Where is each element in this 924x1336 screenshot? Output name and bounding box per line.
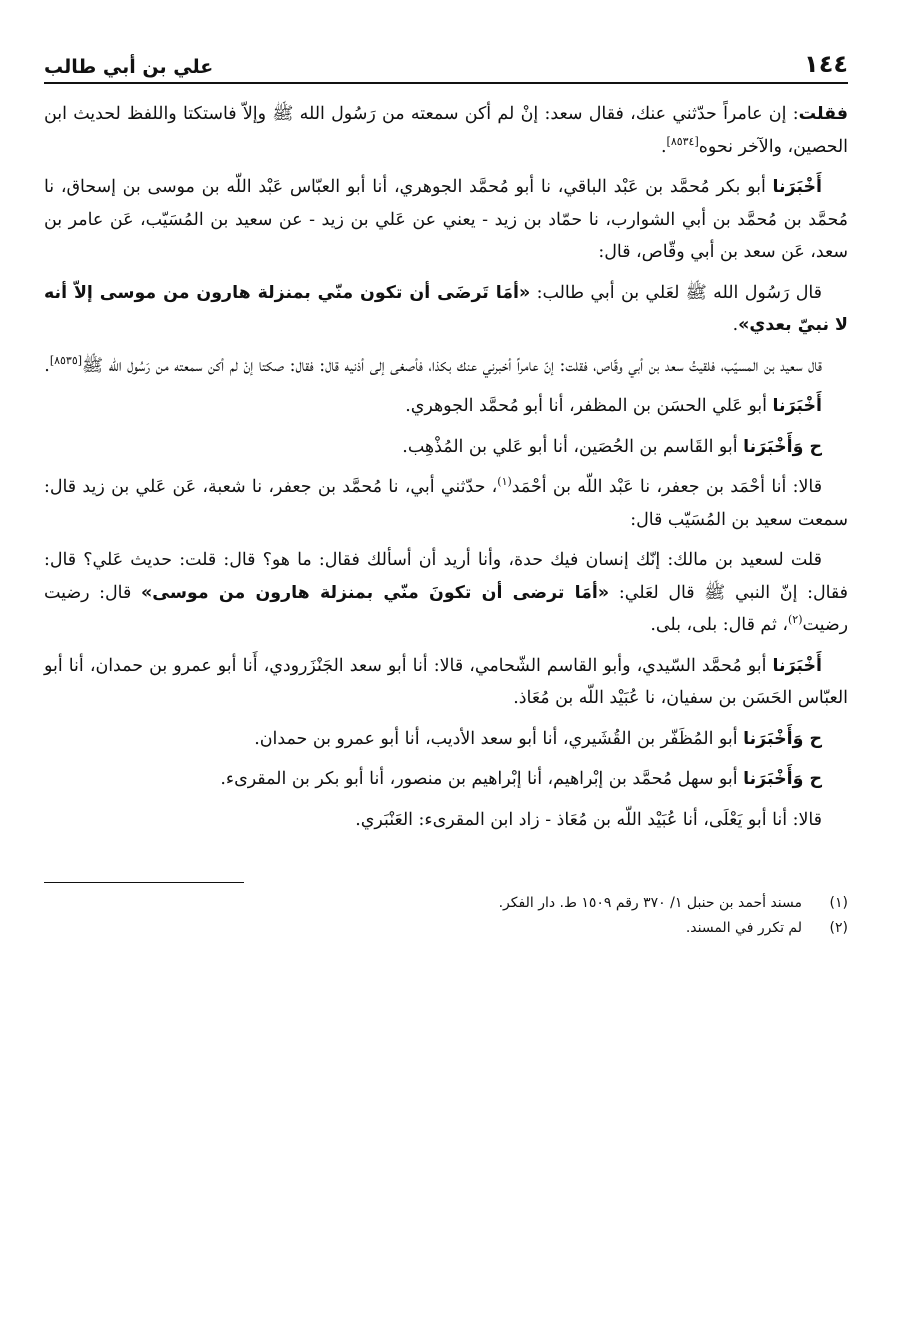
paragraph-1: فقلت: إن عامراً حدّثني عنك، فقال سعد: إنْ لم أكن سمعته من رَسُول الله ﷺ وإلاّ فاستكتا واللفظ لحديث ابن الحصين، والآخر نحوه[٨٥٣٤]. (44, 104, 848, 157)
paragraph-4: قال سعيد بن المسيّب، فلقيتُ سعد بن أبي وقّاص، فقلت: إنّ عامراً أخبرني عنك بكذا، فأصغى إلى أذنيه قال: فقال: صكتا إنْ لم أكن سمعته من رَسُول الله ﷺ[٨٥٣٥]. (44, 353, 822, 376)
footnotes (44, 891, 848, 941)
hadith-quote: «أمَا ترضى أن تكونَ منّي بمنزلة هارون من موسى» (141, 582, 610, 603)
paragraph-text: أبو القَاسم بن الحُصَين، أنا أبو عَلي بن المُذْهِب. (402, 436, 744, 457)
paragraph-text: قال سعيد بن المسيّب، فلقيتُ سعد بن أبي وقّاص، فقلت: إنّ عامراً أخبرني عنك بكذا، فأصغى إلى أذنيه قال: فقال: صكتا إنْ لم أكن سمعته من رَسُول الله ﷺ (82, 355, 822, 376)
footnote-number: (١) (829, 895, 848, 911)
paragraph-text: قال: رضيت رضيت (44, 582, 848, 635)
paragraph-6 (44, 431, 848, 464)
running-title: علي بن أبي طالب (44, 56, 214, 78)
footnote-separator (44, 882, 244, 883)
footnote-number: (٢) (829, 920, 848, 936)
keyword-faqult: فقلت (798, 104, 848, 124)
footnote-item (44, 916, 848, 941)
paragraph-text: قالا: أنا أحْمَد بن جعفر، نا عَبْد اللّه بن أحْمَد (511, 477, 823, 497)
page-number: ١٤٤ (804, 50, 848, 78)
keyword-akhbarana: أَخْبَرَنا (772, 177, 822, 197)
footnote-text: مسند أحمد بن حنبل ١/ ٣٧٠ رقم ١٥٠٩ ط. دار الفكر. (498, 895, 802, 911)
paragraph-text: قالا: أنا أبو يَعْلَى، أنا عُبَيْد اللّه بن مُعَاذ - زاد ابن المقرىء: العَنْبَري. (355, 809, 822, 830)
footnote-text: لم تكرر في المسند. (685, 920, 802, 936)
main-text (44, 98, 848, 836)
hadith-reference: [٨٥٣٤] (666, 134, 699, 148)
paragraph-text: أبو عَلي الحسَن بن المظفر، أنا أبو مُحمَّد الجوهري. (405, 396, 773, 416)
paragraph-2 (44, 171, 848, 269)
footnote-item (44, 891, 848, 916)
paragraph-5 (44, 390, 848, 423)
paragraph-8 (44, 544, 848, 642)
keyword-akhbarana: أَخْبَرَنا (772, 396, 822, 416)
paragraph-text: أبو سهل مُحمَّد بن إبْراهيم، أنا إبْراهيم بن منصور، أنا أبو بكر بن المقرىء. (220, 769, 744, 789)
hadith-quote: «أمَا تَرضَى أن تكون منّي بمنزلة هارون من موسى إلاّ أنه لا نبيّ بعدي» (44, 282, 848, 335)
keyword-wa-akhbarana: ح وَأَخْبَرَنا (743, 728, 822, 749)
keyword-akhbarana: أَخْبَرَنا (772, 655, 822, 676)
paragraph-text: : إن عامراً حدّثني عنك، فقال سعد: إنْ لم أكن سمعته من رَسُول الله ﷺ وإلاّ فاستكتا واللفظ لحديث ابن الحصين، والآخر نحوه (44, 104, 848, 157)
paragraph-3: قال رَسُول الله ﷺ لعَلي بن أبي طالب: «أمَا تَرضَى أن تكون منّي بمنزلة هارون من موسى إلاّ أنه لا نبيّ بعدي». (44, 282, 848, 335)
paragraph-text: ، ثم قال: بلى، بلى. (650, 615, 788, 635)
paragraph-10 (44, 723, 848, 756)
document-page (44, 38, 848, 941)
paragraph-9 (44, 650, 848, 715)
paragraph-12 (44, 804, 848, 837)
footnote-marker[interactable]: (١) (497, 475, 512, 489)
keyword-wa-akhbarana: ح وَأَخْبَرَنا (743, 769, 822, 789)
paragraph-11 (44, 763, 848, 796)
paragraph-text: أبو المُظَفّر بن القُشَيري، أنا أبو سعد الأديب، أنا أبو عمرو بن حمدان. (254, 728, 744, 749)
paragraph-text: ، حدّثني أبي، نا مُحمَّد بن جعفر، نا شعبة، عَن عَلي بن زيد قال: سمعت سعيد بن المُسَيّب قال: (44, 477, 848, 530)
paragraph-text: قال رَسُول الله ﷺ لعَلي بن أبي طالب: (530, 282, 822, 303)
footnote-marker[interactable]: (٢) (787, 613, 803, 627)
keyword-wa-akhbarana: ح وَأَخْبَرَنا (743, 436, 822, 457)
hadith-reference: [٨٥٣٥] (49, 353, 83, 367)
page-header (44, 38, 848, 84)
paragraph-text: أبو بكر مُحمَّد بن عَبْد الباقي، نا أبو مُحمَّد الجوهري، أنا أبو العبّاس عَبْد اللّه بن موسى بن إسحاق، نا مُحمَّد بن مُحمَّد بن أبي الشوارب، نا حمّاد بن زيد - يعني عن عَلي بن زيد - عن سعيد بن المُسَيّب، عَن عامر بن سعد، عَن سعد بن أبي وقّاص، قال: (44, 177, 848, 262)
paragraph-7 (44, 471, 848, 536)
paragraph-text: أبو مُحمَّد السّيدي، وأبو القاسم الشّحامي، قالا: أنا أبو سعد الجَنْزَرودي، أَنا أبو عمرو بن حمدان، أنا أبو العبّاس الحَسَن بن سفيان، نا عُبَيْد اللّه بن مُعَاذ. (44, 655, 848, 708)
paragraph-text: قلت لسعيد بن مالك: إنّك إنسان فيك حدة، وأنا أريد أن أسألك فقال: ما هو؟ قال: قلت: حديث عَلي؟ قال: فقال: إنّ النبي ﷺ قال لعَلي: (44, 550, 848, 603)
